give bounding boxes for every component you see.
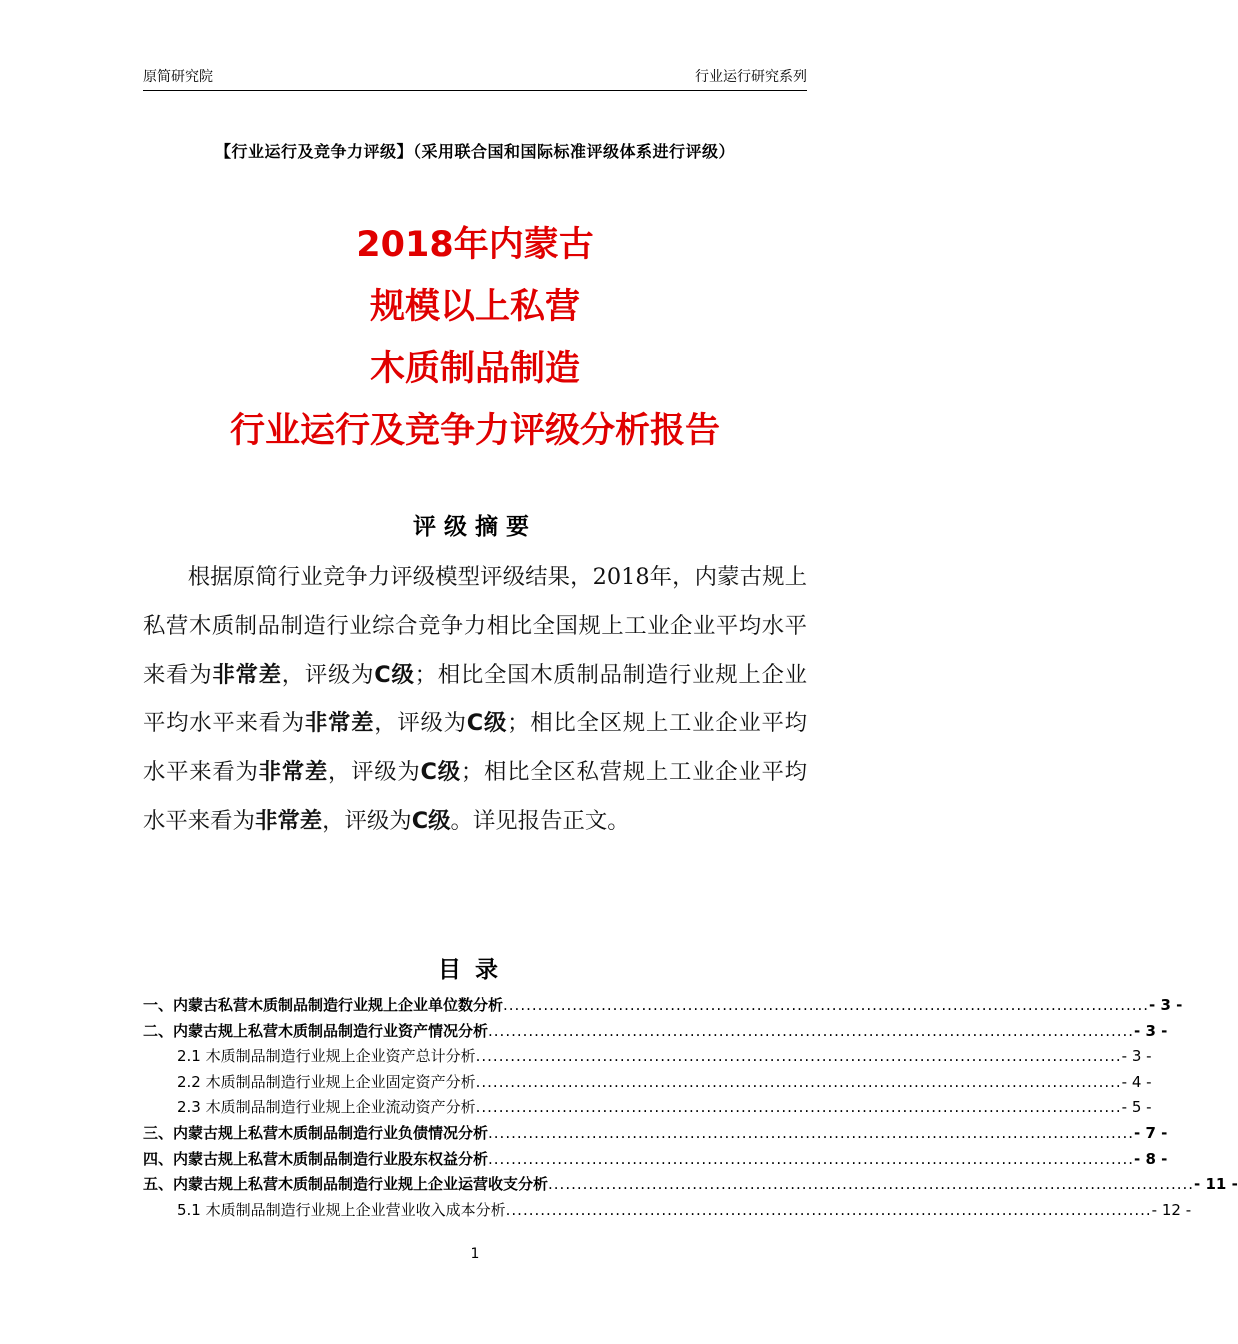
summary-text: ，评级为 <box>322 807 412 834</box>
toc-entry[interactable] <box>143 1070 1152 1096</box>
rating-grade: C级 <box>374 661 415 688</box>
rating-verdict: 非常差 <box>254 807 323 834</box>
toc-entry[interactable] <box>143 1198 1192 1224</box>
header-series: 行业运行研究系列 <box>695 69 807 85</box>
summary-text: ，评级为 <box>374 710 467 737</box>
page-header <box>143 66 807 88</box>
rating-grade: C级 <box>466 710 508 737</box>
title-line: 行业运行及竞争力评级分析报告 <box>229 411 720 451</box>
toc-leader: ................................................................................................................ <box>488 1021 1135 1040</box>
toc-entry[interactable] <box>143 1019 1168 1045</box>
summary-text: ；相比全区规上工业企业平均水平来看为 <box>143 710 808 786</box>
report-title <box>0 214 950 462</box>
toc-entry-page: - 3 - <box>1121 1047 1152 1066</box>
toc-entry-page: - 3 - <box>1149 996 1183 1014</box>
toc-entry-page: - 12 - <box>1151 1200 1192 1219</box>
toc-entry-page: - 7 - <box>1134 1123 1168 1142</box>
title-line: 2018年内蒙古 <box>356 225 594 265</box>
header-divider <box>143 90 807 91</box>
rating-grade: C级 <box>420 759 461 786</box>
toc-entry-title: 四、内蒙古规上私营木质制品制造行业股东权益分析 <box>143 1149 489 1168</box>
toc-entry-title: 5.1 木质制品制造行业规上企业营业收入成本分析 <box>177 1200 506 1219</box>
toc-leader: ................................................................................................................ <box>488 1149 1135 1168</box>
toc-entry[interactable] <box>143 1147 1168 1173</box>
toc-leader: ................................................................................................................ <box>475 1047 1122 1066</box>
report-subtitle: 【行业运行及竞争力评级】（采用联合国和国际标准评级体系进行评级） <box>214 142 735 161</box>
toc-leader: ................................................................................................................ <box>475 1072 1122 1091</box>
summary-text: ；相比全区私营规上工业企业平均水平来看为 <box>143 759 808 834</box>
toc-entry-title: 2.1 木质制品制造行业规上企业资产总计分析 <box>177 1047 476 1066</box>
toc-entry-title: 2.2 木质制品制造行业规上企业固定资产分析 <box>177 1072 476 1091</box>
rating-verdict: 非常差 <box>212 661 282 688</box>
toc-entry-page: - 5 - <box>1121 1098 1152 1117</box>
toc-entry-page: - 3 - <box>1134 1021 1168 1040</box>
summary-text: 。详见报告正文。 <box>450 807 630 834</box>
summary-text: ，评级为 <box>281 661 375 688</box>
summary-text: ，评级为 <box>328 759 421 786</box>
page-number: 1 <box>470 1246 480 1262</box>
toc-entry-page: - 8 - <box>1134 1149 1168 1168</box>
toc-entry[interactable] <box>143 993 1183 1019</box>
table-of-contents <box>143 993 1238 1223</box>
toc-entry-title: 三、内蒙古规上私营木质制品制造行业负债情况分析 <box>143 1123 489 1142</box>
toc-leader: ................................................................................................................ <box>503 996 1150 1014</box>
toc-entry-page: - 11 - <box>1194 1175 1238 1194</box>
toc-entry[interactable] <box>143 1044 1152 1070</box>
toc-heading: 目录 <box>438 957 512 983</box>
toc-entry[interactable] <box>143 1095 1152 1121</box>
title-line: 规模以上私营 <box>369 287 580 327</box>
toc-entry-title: 五、内蒙古规上私营木质制品制造行业规上企业运营收支分析 <box>143 1175 549 1194</box>
toc-entry[interactable] <box>143 1172 1238 1198</box>
rating-verdict: 非常差 <box>304 710 375 737</box>
summary-heading: 评级摘要 <box>413 514 537 540</box>
toc-entry-title: 2.3 木质制品制造行业规上企业流动资产分析 <box>177 1098 476 1117</box>
rating-verdict: 非常差 <box>258 759 329 786</box>
summary-text: 根据原简行业竞争力评级模型评级结果，2018年，内蒙古规上私营木质制品制造行业综合竞争力相比全国规上工业企业平均水平来看为 <box>143 564 807 688</box>
summary-paragraph <box>143 553 807 846</box>
toc-leader: ................................................................................................................ <box>488 1123 1135 1142</box>
toc-leader: ................................................................................................................ <box>475 1098 1122 1117</box>
toc-entry-page: - 4 - <box>1121 1072 1152 1091</box>
toc-leader: ................................................................................................................ <box>505 1200 1152 1219</box>
toc-entry[interactable] <box>143 1121 1168 1147</box>
rating-grade: C级 <box>411 807 451 834</box>
toc-entry-title: 二、内蒙古规上私营木质制品制造行业资产情况分析 <box>143 1021 489 1040</box>
toc-entry-title: 一、内蒙古私营木质制品制造行业规上企业单位数分析 <box>143 996 504 1014</box>
header-org: 原简研究院 <box>143 69 213 85</box>
title-line: 木质制品制造 <box>369 349 580 389</box>
summary-text: ；相比全国木质制品制造行业规上企业平均水平来看为 <box>143 661 808 737</box>
toc-leader: ................................................................................................................ <box>548 1175 1195 1194</box>
